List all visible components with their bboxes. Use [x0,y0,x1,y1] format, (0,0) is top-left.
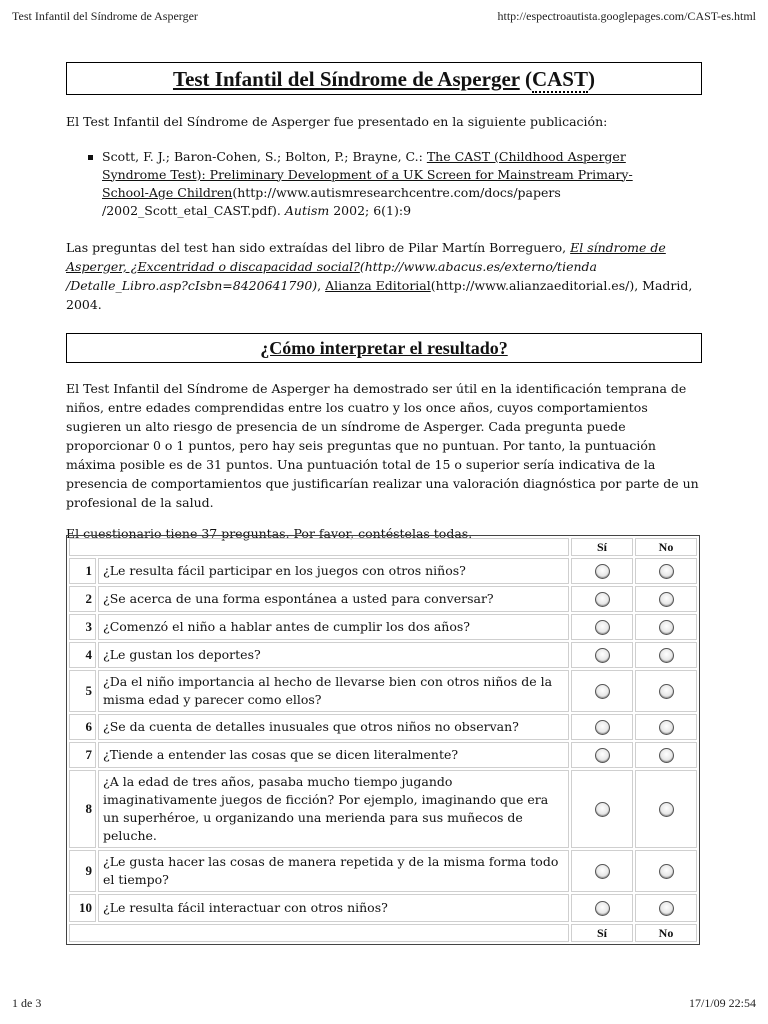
questionnaire-table [66,535,700,945]
reference-item [102,148,702,220]
table-footer-row [69,924,697,942]
instructions-text: El cuestionario tiene 37 preguntas. Por favor, contéstelas todas. [66,525,473,541]
question-number: 10 [69,894,96,922]
answer-yes-radio[interactable] [595,864,610,879]
book-url: (http://www.abacus.es/externo/tienda /Detalle_Libro.asp?cIsbn=8420641790) [66,258,597,293]
reference-title-link[interactable]: The CAST (Childhood Asperger Syndrome Test): Preliminary Development of a UK Screen for Mainstream Primary-School-Age Children [102,148,633,200]
publisher-url: (http://www.alianzaeditorial.es/), Madrid, 2004. [66,277,693,312]
header-blank-cell [69,538,569,556]
source-text [66,238,702,314]
table-row [69,850,697,892]
answer-yes-radio[interactable] [595,648,610,663]
reference-citation: 2002; 6(1):9 [329,202,412,218]
answer-yes-cell [571,742,633,768]
book-link[interactable]: El síndrome de Asperger, ¿Excentridad o discapacidad social? [66,239,666,274]
question-number: 7 [69,742,96,768]
table-row [69,642,697,668]
print-footer-page: 1 de 3 [12,996,42,1010]
question-number: 1 [69,558,96,584]
question-text: ¿Tiende a entender las cosas que se dicen literalmente? [98,742,569,768]
answer-yes-cell [571,642,633,668]
answer-no-radio[interactable] [659,802,674,817]
answer-no-radio[interactable] [659,620,674,635]
question-number: 8 [69,770,96,848]
question-number: 4 [69,642,96,668]
table-row [69,714,697,740]
table-row [69,586,697,612]
print-header-title: Test Infantil del Síndrome de Asperger [12,9,198,23]
answer-no-radio[interactable] [659,684,674,699]
answer-yes-cell [571,850,633,892]
section-title: ¿Cómo interpretar el resultado? [66,333,702,363]
question-text: ¿Le gusta hacer las cosas de manera repetida y de la misma forma todo el tiempo? [98,850,569,892]
question-text: ¿A la edad de tres años, pasaba mucho tiempo jugando imaginativamente juegos de ficción? Por ejemplo, imaginando que era un superhéroe, u organizando una merienda para sus muñecos de peluche. [98,770,569,848]
answer-no-cell [635,642,697,668]
answer-no-cell [635,586,697,612]
answer-no-radio[interactable] [659,864,674,879]
answer-yes-radio[interactable] [595,720,610,735]
page-title-text: Test Infantil del Síndrome de Asperger [172,67,520,91]
print-footer-datetime: 17/1/09 22:54 [688,996,756,1010]
question-number: 5 [69,670,96,712]
page-title-abbr: CAST [531,67,588,91]
page-title-open-paren: ( [519,67,532,91]
publisher-link[interactable]: Alianza Editorial [325,277,431,293]
answer-yes-radio[interactable] [595,748,610,763]
source-separator: , [317,277,326,293]
question-number: 3 [69,614,96,640]
answer-yes-cell [571,586,633,612]
answer-yes-radio[interactable] [595,592,610,607]
print-header-url: http://espectroautista.googlepages.com/CAST-es.html [497,9,756,23]
answer-no-cell [635,894,697,922]
answer-yes-radio[interactable] [595,901,610,916]
question-text: ¿Da el niño importancia al hecho de llevarse bien con otros niños de la misma edad y parecer como ellos? [98,670,569,712]
column-footer-no: No [635,924,697,942]
answer-no-radio[interactable] [659,720,674,735]
explanation-text: El Test Infantil del Síndrome de Asperger ha demostrado ser útil en la identificación temprana de niños, entre edades comprendidas entre los cuatro y los once años, cuyos comportamientos sugieren un alto riesgo de presencia de un síndrome de Asperger. Cada pregunta puede proporcionar 0 o 1 puntos, pero hay seis preguntas que no puntuan. Por tanto, la puntuación máxima posible es de 31 puntos. Una puntuación total de 15 o superior sería indicativa de la presencia de comportamientos que justificarían realizar una valoración diagnóstica por parte de un profesional de la salud. [66,380,699,510]
question-text: ¿Le resulta fácil participar en los juegos con otros niños? [98,558,569,584]
answer-yes-cell [571,670,633,712]
question-text: ¿Se acerca de una forma espontánea a usted para conversar? [98,586,569,612]
answer-no-cell [635,670,697,712]
column-footer-yes: Sí [571,924,633,942]
reference-list [66,148,702,220]
answer-yes-cell [571,894,633,922]
answer-no-radio[interactable] [659,564,674,579]
answer-no-radio[interactable] [659,592,674,607]
page-content [66,62,702,543]
question-number: 9 [69,850,96,892]
reference-journal: Autism [284,202,330,218]
source-prefix: Las preguntas del test han sido extraídas del libro de Pilar Martín Borreguero, [66,239,571,255]
table-row [69,742,697,768]
answer-no-radio[interactable] [659,648,674,663]
question-number: 6 [69,714,96,740]
reference-authors: Scott, F. J.; Baron-Cohen, S.; Bolton, P.; Brayne, C.: [102,148,427,164]
answer-yes-cell [571,770,633,848]
answer-no-radio[interactable] [659,748,674,763]
answer-no-cell [635,770,697,848]
table-row [69,614,697,640]
table-header-row [69,538,697,556]
answer-no-cell [635,614,697,640]
answer-no-cell [635,714,697,740]
footer-blank-cell [69,924,569,942]
answer-yes-radio[interactable] [595,564,610,579]
question-text: ¿Se da cuenta de detalles inusuales que otros niños no observan? [98,714,569,740]
answer-no-radio[interactable] [659,901,674,916]
page-title-close-paren: ) [588,67,595,91]
page-title [66,62,702,95]
intro-text: El Test Infantil del Síndrome de Asperger fue presentado en la siguiente publicación: [66,114,608,129]
answer-no-cell [635,742,697,768]
table-row [69,558,697,584]
column-header-yes: Sí [571,538,633,556]
answer-no-cell [635,850,697,892]
table-row [69,770,697,848]
column-header-no: No [635,538,697,556]
table-row [69,894,697,922]
answer-no-cell [635,558,697,584]
answer-yes-cell [571,614,633,640]
table-row [69,670,697,712]
answer-yes-radio[interactable] [595,802,610,817]
answer-yes-radio[interactable] [595,620,610,635]
question-text: ¿Comenzó el niño a hablar antes de cumplir los dos años? [98,614,569,640]
question-text: ¿Le resulta fácil interactuar con otros niños? [98,894,569,922]
question-number: 2 [69,586,96,612]
answer-yes-radio[interactable] [595,684,610,699]
answer-yes-cell [571,558,633,584]
answer-yes-cell [571,714,633,740]
question-text: ¿Le gustan los deportes? [98,642,569,668]
reference-url: (http://www.autismresearchcentre.com/docs/papers /2002_Scott_etal_CAST.pdf). [102,184,561,218]
